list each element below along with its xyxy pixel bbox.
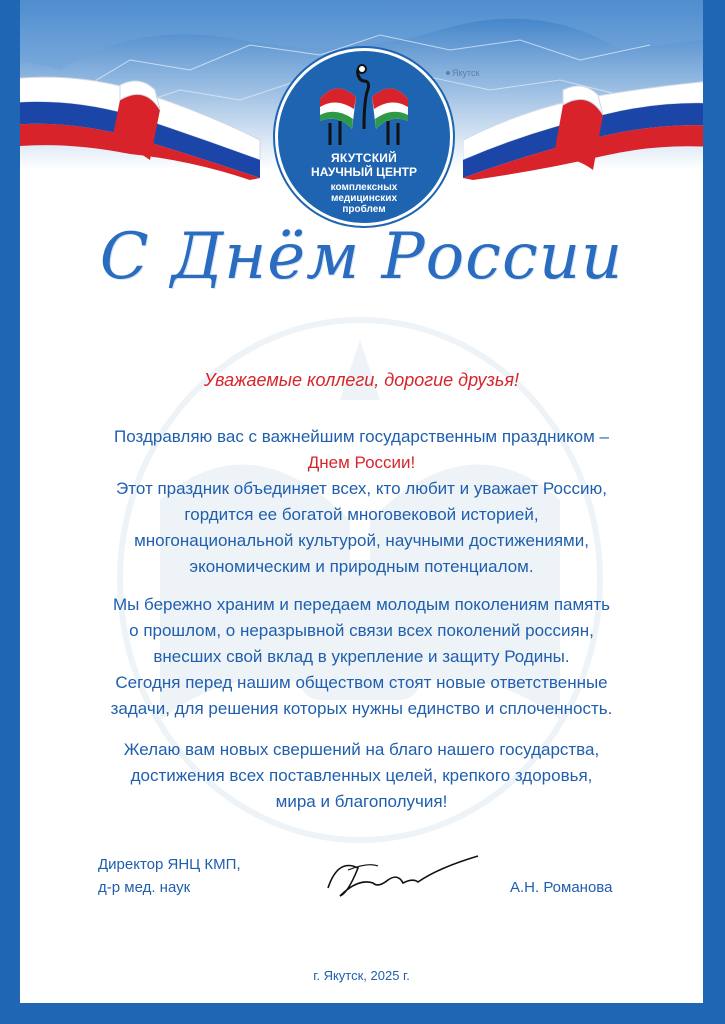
- greeting-line: Уважаемые коллеги, дорогие друзья!: [204, 370, 519, 390]
- handwritten-signature: [318, 848, 488, 908]
- signatory-role: Директор ЯНЦ КМП,: [98, 856, 241, 873]
- text-line: Поздравляю вас с важнейшим государственным праздником –: [114, 427, 609, 446]
- text-line: внесших свой вклад в укрепление и защиту Родины.: [153, 647, 570, 666]
- map-city-label: Якутск: [452, 68, 480, 78]
- paragraph-wishes: [40, 737, 683, 815]
- text-line-highlight: Днем России!: [307, 453, 416, 472]
- text-line: задачи, для решения которых нужны единство и сплоченность.: [110, 699, 613, 718]
- russian-flag-ribbon-left: [20, 60, 300, 180]
- place-and-date: г. Якутск, 2025 г.: [313, 968, 410, 983]
- snake-bowl-icon: [306, 59, 422, 149]
- text-line: о прошлом, о неразрывной связи всех поколений россиян,: [129, 621, 594, 640]
- logo-subtitle-line3: проблем: [342, 204, 386, 215]
- logo-subtitle-line2: медицинских: [330, 193, 398, 204]
- page-title: С Днём России: [99, 220, 624, 294]
- institution-logo: [275, 48, 453, 226]
- greeting-card: [20, 0, 703, 1003]
- text-line: мира и благополучия!: [275, 792, 448, 811]
- text-line: экономическим и природным потенциалом.: [189, 557, 534, 576]
- logo-title-line2: НАУЧНЫЙ ЦЕНТР: [311, 165, 417, 179]
- paragraph-memory: [40, 592, 683, 722]
- text-line: Сегодня перед нашим обществом стоят новые ответственные: [115, 673, 608, 692]
- russian-flag-ribbon-right: [463, 60, 703, 180]
- text-line: Мы бережно храним и передаем молодым поколениям память: [112, 595, 611, 614]
- logo-subtitle-line1: комплексных: [330, 182, 398, 193]
- text-line: многонациональной культурой, научными достижениями,: [134, 531, 589, 550]
- paragraph-congratulation: [40, 424, 683, 580]
- signatory-degree: д-р мед. наук: [98, 879, 191, 896]
- text-line: Желаю вам новых свершений на благо нашего государства,: [123, 740, 600, 759]
- signatory-name: А.Н. Романова: [510, 879, 613, 896]
- logo-title-line1: ЯКУТСКИЙ: [331, 151, 397, 165]
- text-line: гордится ее богатой многовековой историей,: [184, 505, 539, 524]
- text-line: Этот праздник объединяет всех, кто любит и уважает Россию,: [116, 479, 607, 498]
- text-line: достижения всех поставленных целей, крепкого здоровья,: [130, 766, 593, 785]
